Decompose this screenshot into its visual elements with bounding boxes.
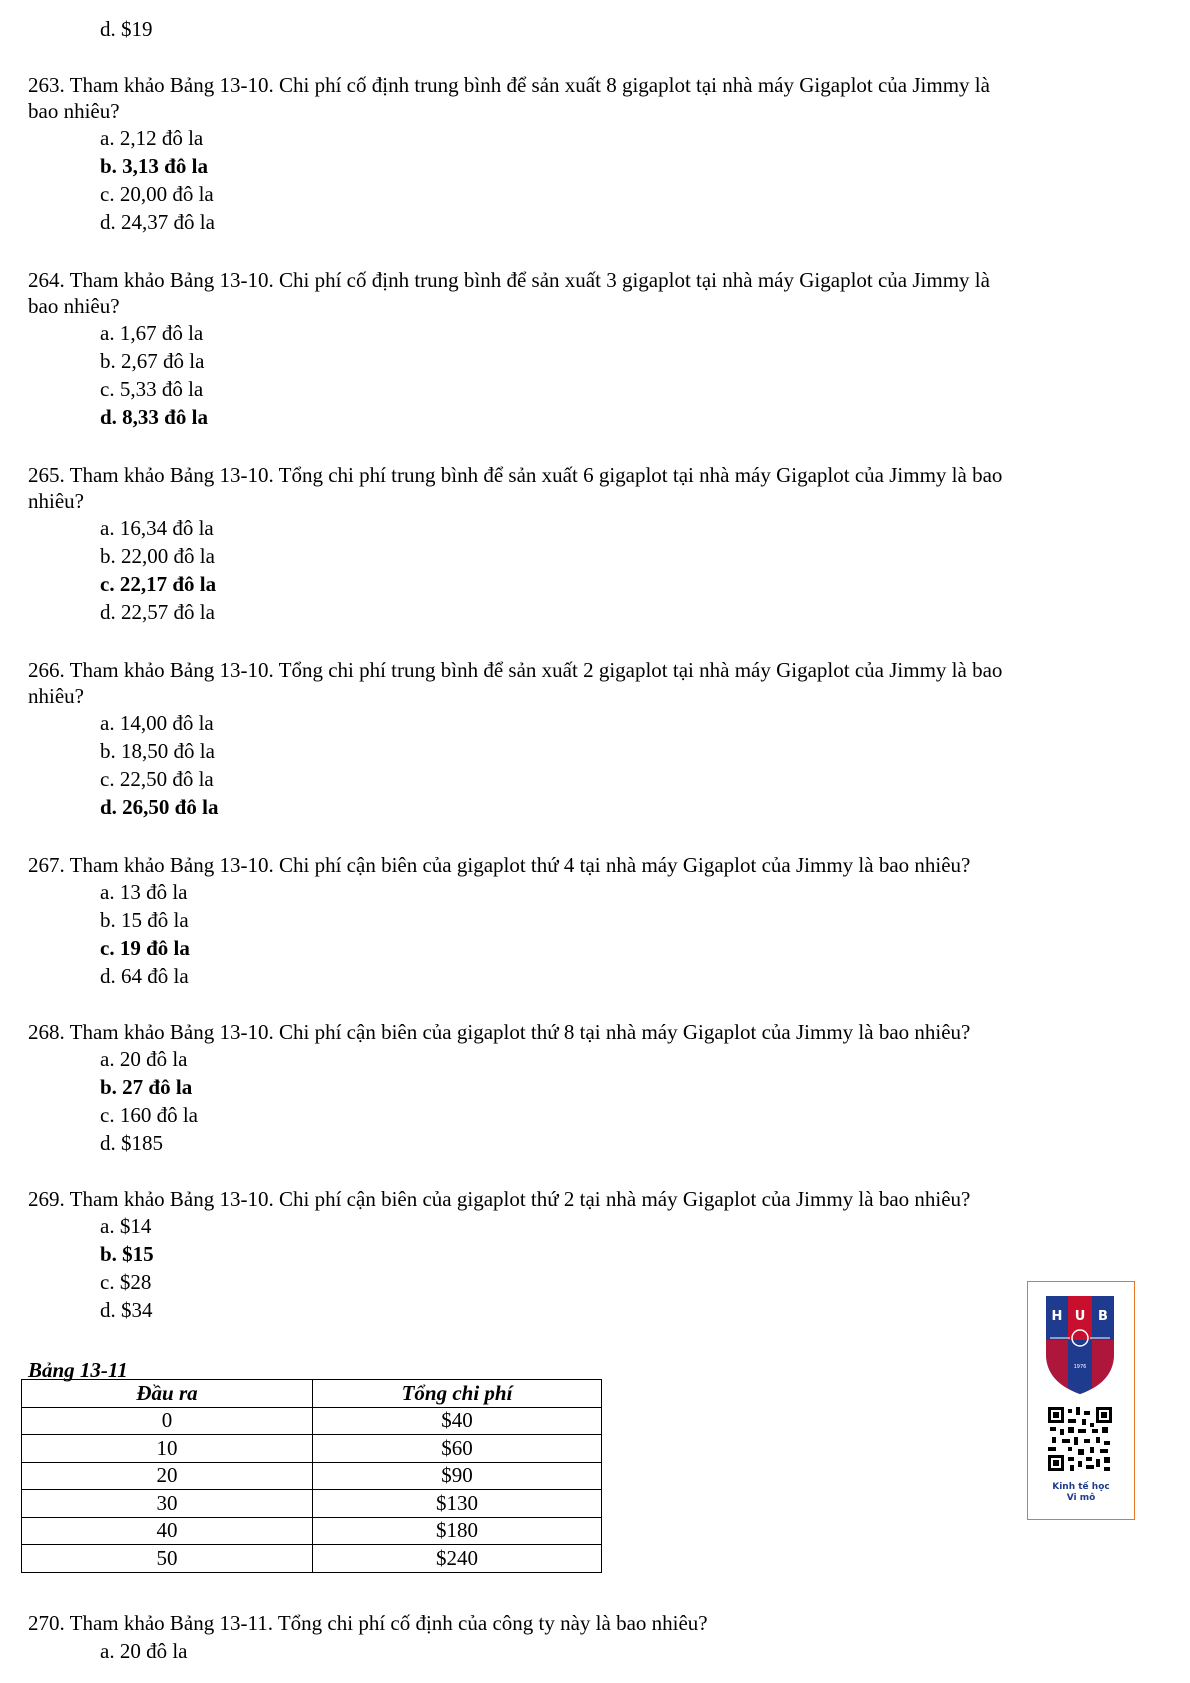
cell-total-cost: $90 bbox=[313, 1462, 602, 1490]
badge-caption-sub: Vi mô bbox=[1066, 1493, 1096, 1503]
q264-option-b: b. 2,67 đô la bbox=[100, 349, 205, 373]
q263-option-a: a. 2,12 đô la bbox=[100, 126, 204, 150]
question-270: 270. Tham khảo Bảng 13-11. Tổng chi phí cố định của công ty này là bao nhiêu? bbox=[28, 1611, 708, 1635]
logo-letter-b: B bbox=[1098, 1309, 1108, 1324]
column-header-output: Đầu ra bbox=[22, 1380, 313, 1408]
table-header-row bbox=[22, 1380, 602, 1408]
column-header-total-cost: Tổng chi phí bbox=[313, 1380, 602, 1408]
q268-option-c: c. 160 đô la bbox=[100, 1103, 198, 1127]
q265-option-d: d. 22,57 đô la bbox=[100, 600, 215, 624]
table-title: Bảng 13-11 bbox=[28, 1358, 128, 1382]
question-263-line2: bao nhiêu? bbox=[28, 99, 120, 123]
q266-option-b: b. 18,50 đô la bbox=[100, 739, 215, 763]
q265-option-b: b. 22,00 đô la bbox=[100, 544, 215, 568]
table-row bbox=[22, 1435, 602, 1463]
q264-option-a: a. 1,67 đô la bbox=[100, 321, 204, 345]
q267-option-c-answer: c. 19 đô la bbox=[100, 936, 190, 960]
q267-option-d: d. 64 đô la bbox=[100, 964, 189, 988]
cell-total-cost: $60 bbox=[313, 1435, 602, 1463]
table-row bbox=[22, 1517, 602, 1545]
question-266-line2: nhiêu? bbox=[28, 684, 84, 708]
q268-option-b-answer: b. 27 đô la bbox=[100, 1075, 193, 1099]
logo-letter-u: U bbox=[1074, 1309, 1086, 1324]
question-268: 268. Tham khảo Bảng 13-10. Chi phí cận biên của gigaplot thứ 8 tại nhà máy Gigaplot của Jimmy là bao nhiêu? bbox=[28, 1020, 971, 1044]
cell-total-cost: $180 bbox=[313, 1517, 602, 1545]
question-266-line1: 266. Tham khảo Bảng 13-10. Tổng chi phí trung bình để sản xuất 2 gigaplot tại nhà máy Gigaplot của Jimmy là bao bbox=[28, 658, 1003, 682]
question-264-line1: 264. Tham khảo Bảng 13-10. Chi phí cố định trung bình để sản xuất 3 gigaplot tại nhà máy Gigaplot của Jimmy là bbox=[28, 268, 990, 292]
q266-option-c: c. 22,50 đô la bbox=[100, 767, 214, 791]
cell-output: 30 bbox=[22, 1490, 313, 1518]
table-row bbox=[22, 1407, 602, 1435]
question-265-line2: nhiêu? bbox=[28, 489, 84, 513]
cell-output: 50 bbox=[22, 1545, 313, 1573]
q267-option-a: a. 13 đô la bbox=[100, 880, 188, 904]
question-264-line2: bao nhiêu? bbox=[28, 294, 120, 318]
q264-option-d-answer: d. 8,33 đô la bbox=[100, 405, 208, 429]
q268-option-a: a. 20 đô la bbox=[100, 1047, 188, 1071]
q269-option-a: a. $14 bbox=[100, 1214, 152, 1238]
q269-option-d: d. $34 bbox=[100, 1298, 153, 1322]
table-row bbox=[22, 1545, 602, 1573]
q263-option-c: c. 20,00 đô la bbox=[100, 182, 214, 206]
q263-option-b-answer: b. 3,13 đô la bbox=[100, 154, 208, 178]
q263-option-d: d. 24,37 đô la bbox=[100, 210, 215, 234]
q269-option-b-answer: b. $15 bbox=[100, 1242, 154, 1266]
q264-option-c: c. 5,33 đô la bbox=[100, 377, 204, 401]
cell-output: 0 bbox=[22, 1407, 313, 1435]
cell-total-cost: $130 bbox=[313, 1490, 602, 1518]
hub-badge bbox=[1027, 1281, 1135, 1520]
cell-total-cost: $40 bbox=[313, 1407, 602, 1435]
cell-total-cost: $240 bbox=[313, 1545, 602, 1573]
q265-option-a: a. 16,34 đô la bbox=[100, 516, 214, 540]
logo-letter-h: H bbox=[1051, 1309, 1063, 1324]
question-267: 267. Tham khảo Bảng 13-10. Chi phí cận biên của gigaplot thứ 4 tại nhà máy Gigaplot của Jimmy là bao nhiêu? bbox=[28, 853, 971, 877]
badge-caption-subject: Kinh tế học bbox=[1052, 1482, 1110, 1492]
q269-option-c: c. $28 bbox=[100, 1270, 152, 1294]
question-265-line1: 265. Tham khảo Bảng 13-10. Tổng chi phí trung bình để sản xuất 6 gigaplot tại nhà máy Gigaplot của Jimmy là bao bbox=[28, 463, 1003, 487]
table-row bbox=[22, 1462, 602, 1490]
cell-output: 20 bbox=[22, 1462, 313, 1490]
q266-option-a: a. 14,00 đô la bbox=[100, 711, 214, 735]
logo-year: 1976 bbox=[1073, 1364, 1087, 1370]
question-269: 269. Tham khảo Bảng 13-10. Chi phí cận biên của gigaplot thứ 2 tại nhà máy Gigaplot của Jimmy là bao nhiêu? bbox=[28, 1187, 971, 1211]
q267-option-b: b. 15 đô la bbox=[100, 908, 189, 932]
option-d-prev: d. $19 bbox=[100, 17, 153, 41]
qr-code bbox=[1048, 1407, 1112, 1471]
cost-table bbox=[21, 1379, 602, 1573]
cell-output: 40 bbox=[22, 1517, 313, 1545]
question-263-line1: 263. Tham khảo Bảng 13-10. Chi phí cố định trung bình để sản xuất 8 gigaplot tại nhà máy Gigaplot của Jimmy là bbox=[28, 73, 990, 97]
table-row bbox=[22, 1490, 602, 1518]
cell-output: 10 bbox=[22, 1435, 313, 1463]
q270-option-a: a. 20 đô la bbox=[100, 1639, 188, 1663]
q268-option-d: d. $185 bbox=[100, 1131, 163, 1155]
q265-option-c-answer: c. 22,17 đô la bbox=[100, 572, 217, 596]
q266-option-d-answer: d. 26,50 đô la bbox=[100, 795, 219, 819]
